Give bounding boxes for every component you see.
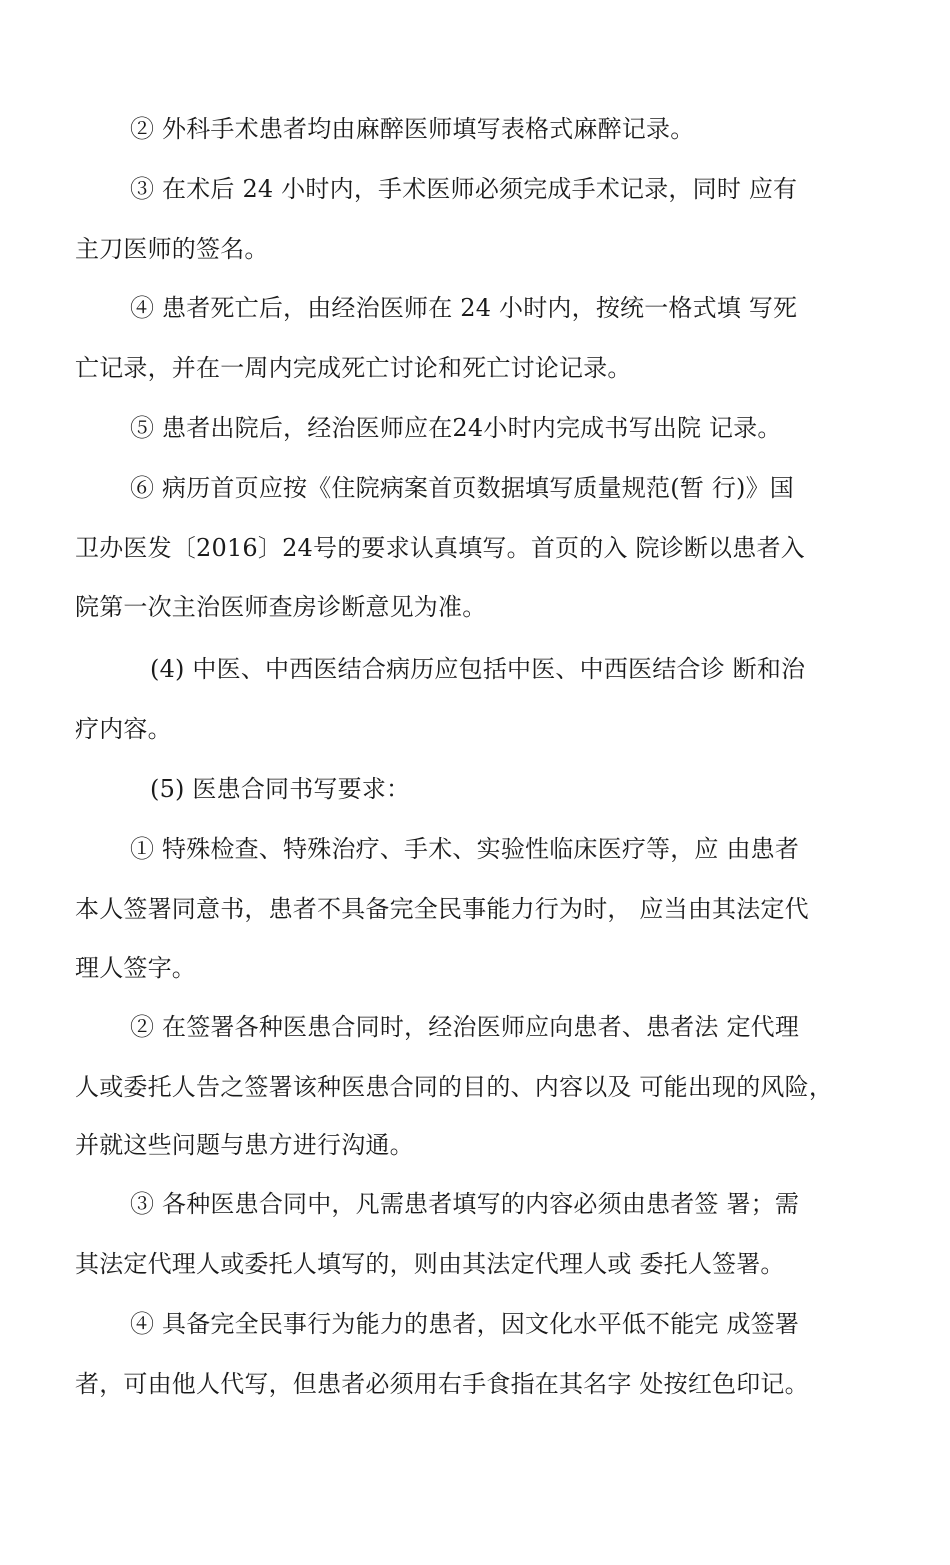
paragraph-line: ③ 各种医患合同中，凡需患者填写的内容必须由患者签 署；需 <box>130 1190 800 1218</box>
paragraph-line: 并就这些问题与患方进行沟通。 <box>75 1131 414 1159</box>
paragraph-line: 理人签字。 <box>75 954 196 982</box>
paragraph-line: ② 外科手术患者均由麻醉医师填写表格式麻醉记录。 <box>130 115 695 143</box>
paragraph-line: 亡记录，并在一周内完成死亡讨论和死亡讨论记录。 <box>75 354 632 382</box>
paragraph-line: 本人签署同意书，患者不具备完全民事能力行为时， 应当由其法定代 <box>75 895 809 923</box>
paragraph-line: ② 在签署各种医患合同时，经治医师应向患者、患者法 定代理 <box>130 1013 800 1041</box>
paragraph-line: ⑥ 病历首页应按《住院病案首页数据填写质量规范(暂 行)》国 <box>130 474 794 502</box>
paragraph-line: 卫办医发〔2016〕24号的要求认真填写。首页的入 院诊断以患者入 <box>75 534 805 562</box>
paragraph-line: 人或委托人告之签署该种医患合同的目的、内容以及 可能出现的风险， <box>75 1073 834 1101</box>
paragraph-line: (4) 中医、中西医结合病历应包括中医、中西医结合诊 断和治 <box>150 655 806 683</box>
paragraph-line: ④ 具备完全民事行为能力的患者，因文化水平低不能完 成签署 <box>130 1310 800 1338</box>
paragraph-line: 其法定代理人或委托人填写的，则由其法定代理人或 委托人签署。 <box>75 1250 785 1278</box>
paragraph-line: (5) 医患合同书写要求： <box>150 775 411 803</box>
paragraph-line: 主刀医师的签名。 <box>75 235 269 263</box>
paragraph-line: ① 特殊检查、特殊治疗、手术、实验性临床医疗等，应 由患者 <box>130 835 800 863</box>
paragraph-line: ③ 在术后 24 小时内，手术医师必须完成手术记录，同时 应有 <box>130 175 798 203</box>
paragraph-line: 疗内容。 <box>75 715 172 743</box>
paragraph-line: 者，可由他人代写，但患者必须用右手食指在其名字 处按红色印记。 <box>75 1370 809 1398</box>
paragraph-line: 院第一次主治医师查房诊断意见为准。 <box>75 593 487 621</box>
paragraph-line: ④ 患者死亡后，由经治医师在 24 小时内，按统一格式填 写死 <box>130 294 798 322</box>
paragraph-line: ⑤ 患者出院后，经治医师应在24小时内完成书写出院 记录。 <box>130 414 782 442</box>
